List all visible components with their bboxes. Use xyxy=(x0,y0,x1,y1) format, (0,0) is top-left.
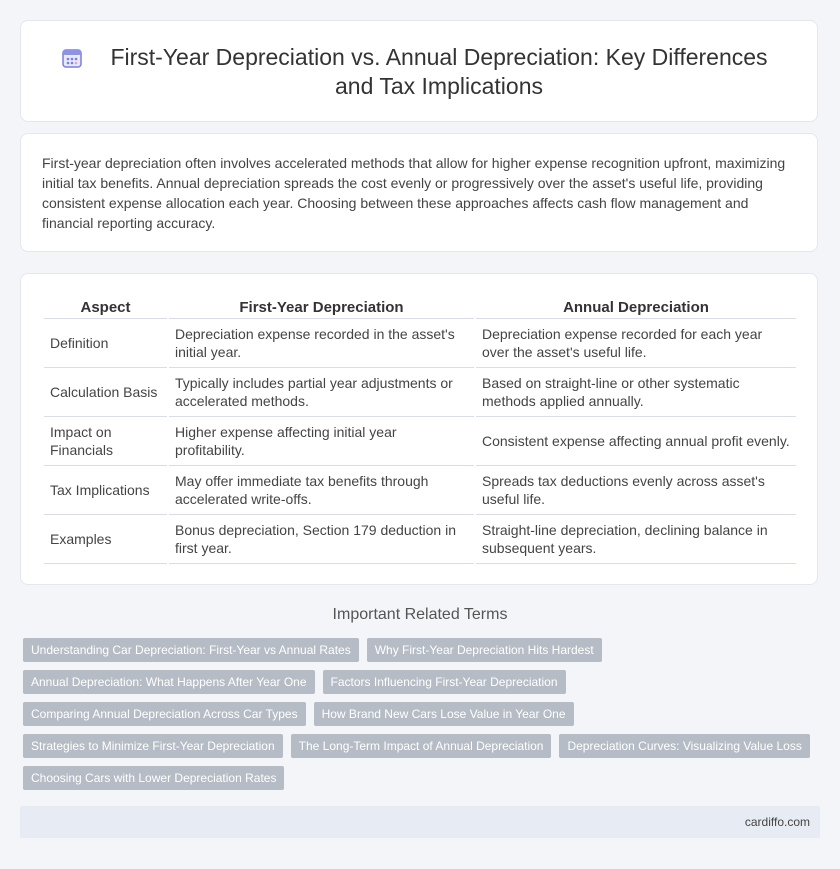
page-title: First-Year Depreciation vs. Annual Depreciation: Key Differences and Tax Implications xyxy=(110,44,768,99)
table-row xyxy=(44,368,796,417)
related-term-tag[interactable]: Why First-Year Depreciation Hits Hardest xyxy=(367,638,602,662)
table-header-row xyxy=(44,296,796,319)
column-header-annual: Annual Depreciation xyxy=(476,296,796,319)
intro-card xyxy=(20,133,818,252)
related-term-tag[interactable]: Choosing Cars with Lower Depreciation Rates xyxy=(23,766,284,790)
comparison-table-card xyxy=(20,273,818,585)
table-row xyxy=(44,319,796,368)
related-terms-list xyxy=(23,638,823,790)
related-term-tag[interactable]: Depreciation Curves: Visualizing Value Loss xyxy=(559,734,809,758)
comparison-table xyxy=(42,296,798,564)
table-cell-aspect: Calculation Basis xyxy=(44,368,167,417)
table-cell-aspect: Impact on Financials xyxy=(44,417,167,466)
related-term-tag[interactable]: Understanding Car Depreciation: First-Year vs Annual Rates xyxy=(23,638,359,662)
table-cell-first-year: Typically includes partial year adjustments or accelerated methods. xyxy=(169,368,474,417)
related-term-tag[interactable]: Annual Depreciation: What Happens After Year One xyxy=(23,670,315,694)
related-term-tag[interactable]: Comparing Annual Depreciation Across Car Types xyxy=(23,702,306,726)
table-cell-annual: Depreciation expense recorded for each year over the asset's useful life. xyxy=(476,319,796,368)
table-cell-annual: Straight-line depreciation, declining balance in subsequent years. xyxy=(476,515,796,564)
related-term-tag[interactable]: Factors Influencing First-Year Depreciation xyxy=(323,670,566,694)
table-cell-annual: Spreads tax deductions evenly across asset's useful life. xyxy=(476,466,796,515)
table-cell-aspect: Definition xyxy=(44,319,167,368)
table-cell-aspect: Tax Implications xyxy=(44,466,167,515)
footer xyxy=(20,806,820,838)
calendar-icon xyxy=(61,47,83,69)
header-card xyxy=(20,20,818,122)
table-cell-aspect: Examples xyxy=(44,515,167,564)
table-row xyxy=(44,417,796,466)
table-row xyxy=(44,515,796,564)
table-row xyxy=(44,466,796,515)
related-term-tag[interactable]: Strategies to Minimize First-Year Depreciation xyxy=(23,734,283,758)
related-terms-heading: Important Related Terms xyxy=(332,606,508,623)
table-cell-first-year: Higher expense affecting initial year profitability. xyxy=(169,417,474,466)
table-cell-first-year: May offer immediate tax benefits through accelerated write-offs. xyxy=(169,466,474,515)
table-cell-first-year: Depreciation expense recorded in the asset's initial year. xyxy=(169,319,474,368)
intro-paragraph: First-year depreciation often involves accelerated methods that allow for higher expense recognition upfront, maximizing initial tax benefits. Annual depreciation spreads the cost evenly or progressively over the asset's useful life, providing consistent expense allocation each year. Choosing between these approaches affects cash flow management and financial reporting accuracy. xyxy=(42,155,786,231)
footer-site-name[interactable]: cardiffo.com xyxy=(744,815,810,829)
column-header-first-year: First-Year Depreciation xyxy=(169,296,474,319)
column-header-aspect: Aspect xyxy=(44,296,167,319)
related-term-tag[interactable]: The Long-Term Impact of Annual Depreciation xyxy=(291,734,552,758)
table-cell-annual: Consistent expense affecting annual profit evenly. xyxy=(476,417,796,466)
table-cell-annual: Based on straight-line or other systematic methods applied annually. xyxy=(476,368,796,417)
related-term-tag[interactable]: How Brand New Cars Lose Value in Year One xyxy=(314,702,574,726)
table-cell-first-year: Bonus depreciation, Section 179 deduction in first year. xyxy=(169,515,474,564)
